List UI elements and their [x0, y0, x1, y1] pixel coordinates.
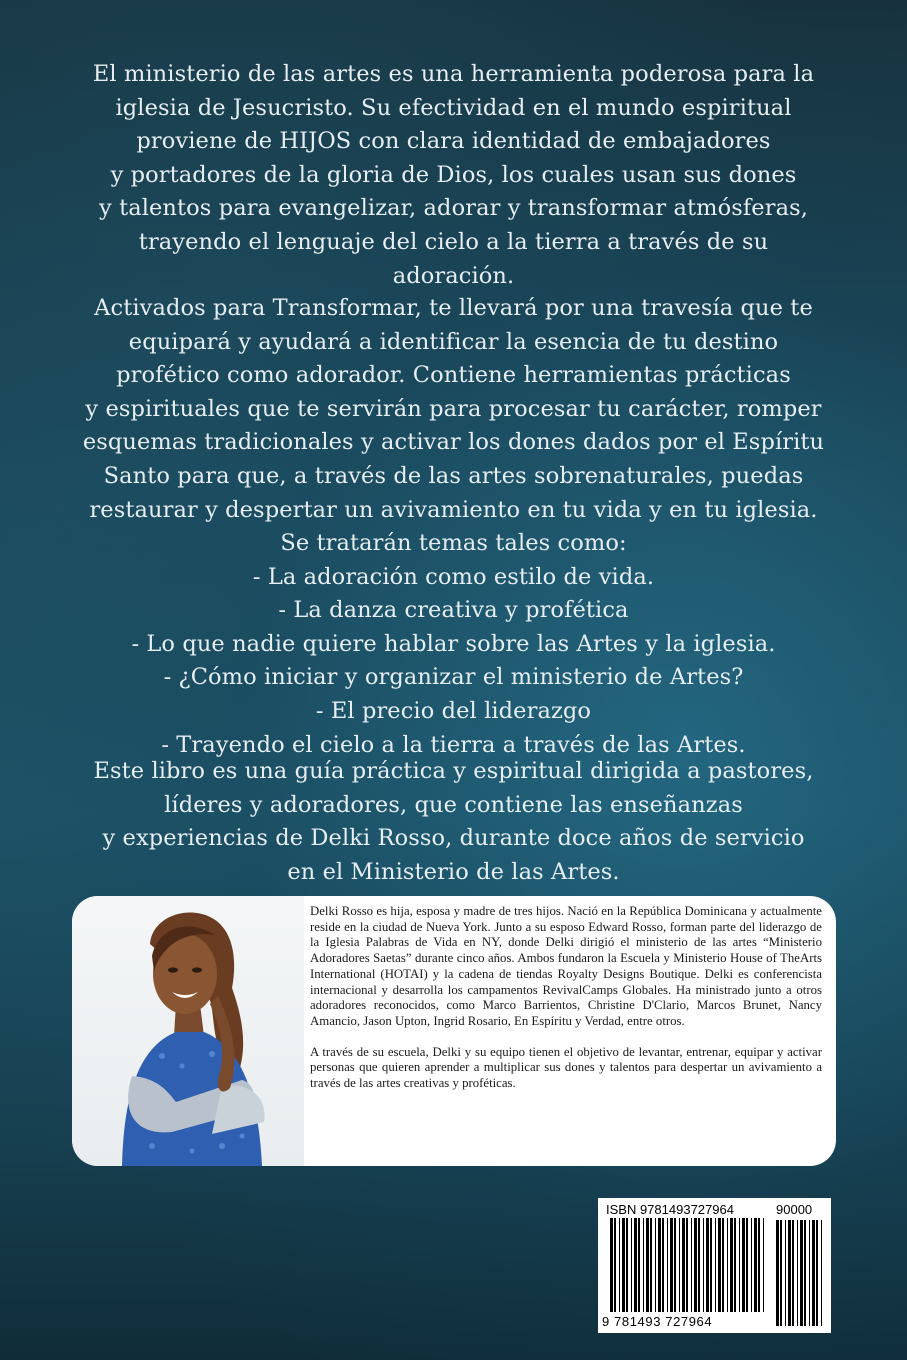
text-line: y experiencias de Delki Rosso, durante doce años de servicio	[102, 825, 805, 852]
barcode-bar	[812, 1220, 815, 1326]
barcode-bar	[751, 1218, 752, 1312]
barcode-bar	[698, 1218, 700, 1312]
barcode-bar	[667, 1218, 668, 1312]
text-line: Este libro es una guía práctica y espiritual dirigida a pastores,	[93, 758, 814, 784]
barcode-bar	[631, 1218, 632, 1312]
topics-intro: Se tratarán temas tales como:	[280, 530, 627, 556]
topic-item: - El precio del liderazgo	[315, 697, 592, 724]
text-line: iglesia de Jesucristo. Su efectividad en el mundo espiritual	[115, 94, 792, 121]
barcode-bar	[638, 1218, 640, 1312]
text-line: equipará y ayudará a identificar la esencia de tu destino	[128, 328, 779, 355]
barcode-bar	[674, 1218, 676, 1312]
text-line: y talentos para evangelizar, adorar y transformar atmósferas,	[99, 195, 808, 222]
text-line: proviene de HIJOS con clara identidad de embajadores	[136, 128, 771, 155]
barcode-bar	[694, 1218, 697, 1312]
text-line: adoración.	[392, 262, 515, 289]
barcode-bar	[710, 1218, 712, 1312]
barcode-bar	[730, 1218, 733, 1312]
text-line: y portadores de la gloria de Dios, los cuales usan sus dones	[110, 161, 797, 188]
barcode-bar	[634, 1218, 637, 1312]
barcode-box	[598, 1198, 831, 1333]
author-box	[72, 896, 836, 1166]
barcode-icon	[598, 1198, 831, 1333]
topic-item: - ¿Cómo iniciar y organizar el ministerio de Artes?	[163, 664, 744, 691]
topic-item: - Lo que nadie quiere hablar sobre las Artes y la iglesia.	[131, 630, 776, 657]
text-line: en el Ministerio de las Artes.	[287, 858, 620, 885]
text-line: esquemas tradicionales y activar los dones dados por el Espíritu	[82, 429, 825, 456]
barcode-bar	[658, 1218, 661, 1312]
barcode-bar	[662, 1218, 664, 1312]
barcode-bar	[679, 1218, 680, 1312]
barcode-bar	[758, 1218, 760, 1312]
barcode-bar	[804, 1220, 806, 1326]
text-line: profético como adorador. Contiene herramientas prácticas	[116, 362, 791, 389]
ean-digits: 9 781493 727964	[602, 1314, 713, 1329]
author-photo	[72, 896, 304, 1166]
topic-item: - Trayendo el cielo a la tierra a través de las Artes.	[161, 731, 746, 758]
barcode-bar	[809, 1220, 810, 1326]
barcode-bar	[715, 1218, 716, 1312]
author-portrait-icon	[72, 896, 304, 1166]
price-code: 90000	[776, 1202, 813, 1217]
barcode-bar	[650, 1218, 652, 1312]
barcode-bar	[785, 1220, 786, 1326]
barcode-bar	[776, 1220, 779, 1326]
barcode-bar	[800, 1220, 803, 1326]
barcode-bar	[622, 1218, 625, 1312]
barcode-bar	[703, 1218, 704, 1312]
barcode-bar	[718, 1218, 721, 1312]
barcode-bar	[614, 1218, 616, 1312]
barcode-bar	[797, 1220, 798, 1326]
barcode-bar	[742, 1218, 745, 1312]
barcode-bar	[643, 1218, 644, 1312]
text-line: Activados para Transformar, te llevará por una travesía que te	[94, 295, 813, 321]
barcode-bar	[780, 1220, 782, 1326]
barcode-bar	[734, 1218, 736, 1312]
barcode-bar	[691, 1218, 692, 1312]
barcode-bar	[646, 1218, 649, 1312]
barcode-bar	[655, 1218, 656, 1312]
barcode-bar	[706, 1218, 709, 1312]
closing-paragraph	[70, 755, 837, 889]
barcode-bar	[682, 1218, 685, 1312]
text-line: trayendo el lenguaje del cielo a la tierra a través de su	[138, 228, 769, 255]
barcode-bar	[619, 1218, 620, 1312]
text-line: líderes y adoradores, que contiene las enseñanzas	[164, 791, 743, 818]
barcode-bar	[686, 1218, 688, 1312]
text-line: y espirituales que te servirán para procesar tu carácter, romper	[85, 395, 822, 422]
intro-paragraph	[70, 58, 837, 293]
barcode-bar	[821, 1220, 822, 1326]
barcode-bar	[626, 1218, 628, 1312]
barcode-bar	[739, 1218, 740, 1312]
barcode-bar	[754, 1218, 757, 1312]
barcode-bar	[792, 1220, 794, 1326]
text-line: El ministerio de las artes es una herramienta poderosa para la	[92, 61, 815, 87]
barcode-bar	[722, 1218, 724, 1312]
barcode-bar	[763, 1218, 764, 1312]
bio-paragraph: A través de su escuela, Delki y su equipo tienen el objetivo de levantar, entrenar, equipar y activar personas que quieren aprender a multiplicar sus dones y talentos para despertar un avivamiento a través de las artes creativas y proféticas.	[310, 1044, 822, 1091]
barcode-bar	[788, 1220, 791, 1326]
author-bio	[310, 904, 822, 1107]
barcode-bar	[670, 1218, 673, 1312]
barcode-bar	[727, 1218, 728, 1312]
barcode-bar	[816, 1220, 818, 1326]
description-paragraph	[70, 292, 837, 527]
bio-paragraph: Delki Rosso es hija, esposa y madre de tres hijos. Nació en la República Dominicana y actualmente reside en la ciudad de Nueva York. Junto a su esposo Edward Rosso, forman parte del liderazgo de la Iglesia Palabras de Vida en NY, donde Delki dirigió el ministerio de las artes “Ministerio Adoradores Saetas” durante cinco años. Ambos fundaron la Escuela y Ministerio House of TheArts International (HOTAI) y la cadena de tiendas Royalty Designs Boutique. Delki es conferencista internacional y desarrolla los campamentos RevivalCamps Globales. Ha ministrado junto a otros adoradores reconocidos, como Marco Barrientos, Christine D'Clario, Marcos Brunet, Nancy Amancio, Jason Upton, Ingrid Rosario, En Espíritu y Verdad, entre otros.	[310, 904, 822, 1028]
topics-list	[70, 527, 837, 762]
topic-item: - La adoración como estilo de vida.	[252, 563, 655, 590]
barcode-bar	[746, 1218, 748, 1312]
topic-item: - La danza creativa y profética	[278, 597, 629, 624]
isbn-label: ISBN 9781493727964	[606, 1202, 734, 1217]
text-line: Santo para que, a través de las artes sobrenaturales, puedas	[103, 462, 804, 489]
barcode-bar	[610, 1218, 613, 1312]
text-line: restaurar y despertar un avivamiento en tu vida y en tu iglesia.	[89, 496, 818, 523]
